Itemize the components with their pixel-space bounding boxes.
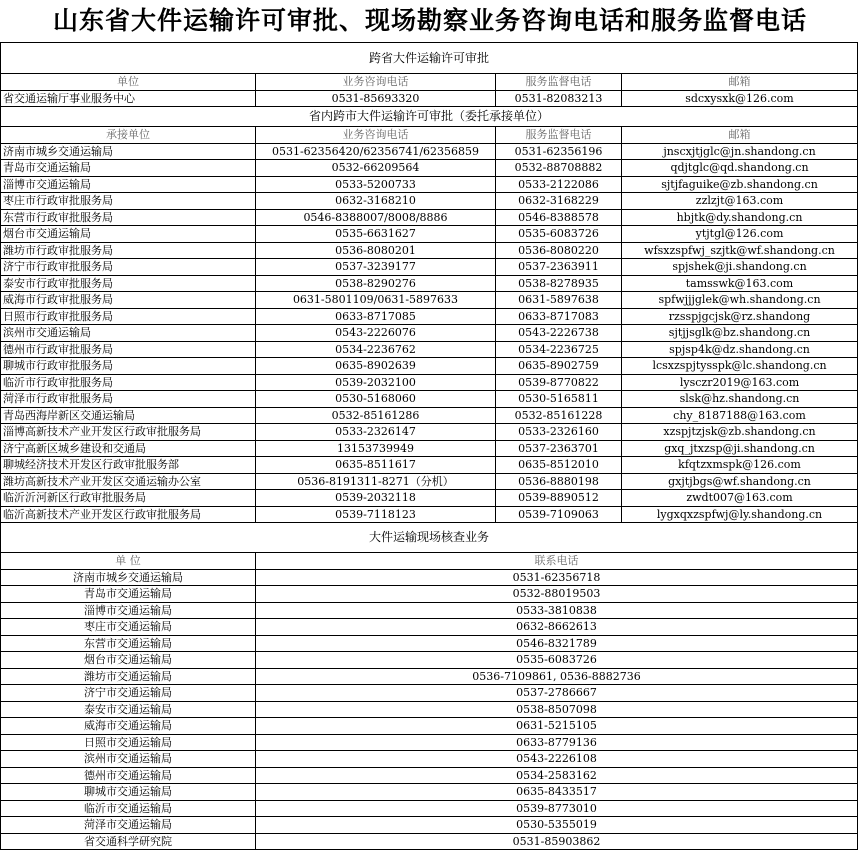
consult-phone-cell: 0546-8388007/8008/8886 bbox=[256, 209, 496, 226]
consult-phone-cell: 0539-7118123 bbox=[256, 506, 496, 523]
table-row bbox=[1, 226, 858, 243]
consult-phone-cell: 0631-5801109/0631-5897633 bbox=[256, 292, 496, 309]
unit-cell: 滨州市交通运输局 bbox=[1, 325, 256, 342]
table-row bbox=[1, 160, 858, 177]
unit-cell: 临沂沂河新区行政审批服务局 bbox=[1, 490, 256, 507]
email-cell: sjtjjsglk@bz.shandong.cn bbox=[622, 325, 858, 342]
table-row bbox=[1, 325, 858, 342]
email-cell: jnscxjtjglc@jn.shandong.cn bbox=[622, 143, 858, 160]
supervise-phone-cell: 0530-5165811 bbox=[496, 391, 622, 408]
supervise-phone-cell: 0535-6083726 bbox=[496, 226, 622, 243]
unit-cell: 临沂市行政审批服务局 bbox=[1, 374, 256, 391]
supervise-phone-cell: 0531-62356196 bbox=[496, 143, 622, 160]
page-title: 山东省大件运输许可审批、现场勘察业务咨询电话和服务监督电话 bbox=[52, 6, 807, 35]
unit-cell: 聊城市交通运输局 bbox=[1, 784, 256, 801]
unit-cell: 菏泽市交通运输局 bbox=[1, 817, 256, 834]
contact-phone-cell: 0631-5215105 bbox=[256, 718, 858, 735]
unit-cell: 潍坊市交通运输局 bbox=[1, 668, 256, 685]
table-row bbox=[1, 800, 858, 817]
email-cell: sdcxysxk@126.com bbox=[622, 90, 858, 107]
unit-cell: 青岛西海岸新区交通运输局 bbox=[1, 407, 256, 424]
table-row bbox=[1, 734, 858, 751]
table-row bbox=[1, 652, 858, 669]
unit-cell: 日照市行政审批服务局 bbox=[1, 308, 256, 325]
email-cell: zwdt007@163.com bbox=[622, 490, 858, 507]
supervise-phone-cell: 0531-82083213 bbox=[496, 90, 622, 107]
email-cell: qdjtglc@qd.shandong.cn bbox=[622, 160, 858, 177]
unit-cell: 淄博市交通运输局 bbox=[1, 602, 256, 619]
unit-cell: 济宁市交通运输局 bbox=[1, 685, 256, 702]
table-row bbox=[1, 569, 858, 586]
email-cell: wfsxzspfwj_szjtk@wf.shandong.cn bbox=[622, 242, 858, 259]
table-row bbox=[1, 193, 858, 210]
unit-cell: 东营市交通运输局 bbox=[1, 635, 256, 652]
contact-phone-cell: 0532-88019503 bbox=[256, 586, 858, 603]
supervise-phone-cell: 0538-8278935 bbox=[496, 275, 622, 292]
table-row bbox=[1, 668, 858, 685]
contact-phone-cell: 0539-8773010 bbox=[256, 800, 858, 817]
email-cell: tamsswk@163.com bbox=[622, 275, 858, 292]
email-cell: spjsp4k@dz.shandong.cn bbox=[622, 341, 858, 358]
consult-phone-cell: 0533-5200733 bbox=[256, 176, 496, 193]
unit-cell: 烟台市交通运输局 bbox=[1, 652, 256, 669]
unit-cell: 德州市行政审批服务局 bbox=[1, 341, 256, 358]
consult-phone-cell: 0532-66209564 bbox=[256, 160, 496, 177]
section-heading: 跨省大件运输许可审批 bbox=[1, 43, 858, 74]
table-row bbox=[1, 374, 858, 391]
table-row bbox=[1, 292, 858, 309]
table-row bbox=[1, 817, 858, 834]
table-row bbox=[1, 685, 858, 702]
section-heading-row bbox=[1, 43, 858, 74]
table-row bbox=[1, 176, 858, 193]
contact-phone-cell: 0530-5355019 bbox=[256, 817, 858, 834]
email-header: 邮箱 bbox=[622, 74, 858, 91]
email-cell: chy_8187188@163.com bbox=[622, 407, 858, 424]
email-cell: rzsspjgcjsk@rz.shandong bbox=[622, 308, 858, 325]
table-row bbox=[1, 275, 858, 292]
contact-phone-cell: 0543-2226108 bbox=[256, 751, 858, 768]
email-cell: lysczr2019@163.com bbox=[622, 374, 858, 391]
email-header: 邮箱 bbox=[622, 127, 858, 144]
table-row bbox=[1, 602, 858, 619]
consult-phone-cell: 0536-8191311-8271（分机） bbox=[256, 473, 496, 490]
unit-cell: 济南市城乡交通运输局 bbox=[1, 569, 256, 586]
table-row bbox=[1, 457, 858, 474]
table-row bbox=[1, 407, 858, 424]
contact-phone-cell: 0535-6083726 bbox=[256, 652, 858, 669]
supervise-phone-cell: 0635-8902759 bbox=[496, 358, 622, 375]
email-cell: gxjtjbgs@wf.shandong.cn bbox=[622, 473, 858, 490]
consult-phone-cell: 0537-3239177 bbox=[256, 259, 496, 276]
email-cell: gxq_jtxzsp@ji.shandong.cn bbox=[622, 440, 858, 457]
unit-cell: 泰安市交通运输局 bbox=[1, 701, 256, 718]
contact-phone-cell: 0538-8507098 bbox=[256, 701, 858, 718]
consult-phone-cell: 0530-5168060 bbox=[256, 391, 496, 408]
table-row bbox=[1, 259, 858, 276]
email-cell: spfwjjjglek@wh.shandong.cn bbox=[622, 292, 858, 309]
consult-phone-cell: 0539-2032118 bbox=[256, 490, 496, 507]
unit-cell: 德州市交通运输局 bbox=[1, 767, 256, 784]
table-row bbox=[1, 701, 858, 718]
unit-cell: 青岛市交通运输局 bbox=[1, 586, 256, 603]
supervise-phone-cell: 0536-8080220 bbox=[496, 242, 622, 259]
unit-cell: 临沂市交通运输局 bbox=[1, 800, 256, 817]
table-row bbox=[1, 90, 858, 107]
supervise-phone-cell: 0539-7109063 bbox=[496, 506, 622, 523]
unit-cell: 聊城经济技术开发区行政审批服务部 bbox=[1, 457, 256, 474]
consult-phone-header: 业务咨询电话 bbox=[256, 74, 496, 91]
column-header-row bbox=[1, 553, 858, 570]
consult-phone-cell: 0531-85693320 bbox=[256, 90, 496, 107]
unit-cell: 菏泽市行政审批服务局 bbox=[1, 391, 256, 408]
consult-phone-cell: 0632-3168210 bbox=[256, 193, 496, 210]
contact-phone-cell: 0635-8433517 bbox=[256, 784, 858, 801]
consult-phone-cell: 0532-85161286 bbox=[256, 407, 496, 424]
table-row bbox=[1, 635, 858, 652]
unit-cell: 潍坊市行政审批服务局 bbox=[1, 242, 256, 259]
email-cell: ytjtgl@126.com bbox=[622, 226, 858, 243]
table-row bbox=[1, 619, 858, 636]
table-row bbox=[1, 358, 858, 375]
unit-cell: 淄博市交通运输局 bbox=[1, 176, 256, 193]
supervise-phone-cell: 0632-3168229 bbox=[496, 193, 622, 210]
supervise-phone-header: 服务监督电话 bbox=[496, 127, 622, 144]
consult-phone-header: 业务咨询电话 bbox=[256, 127, 496, 144]
consult-phone-cell: 0536-8080201 bbox=[256, 242, 496, 259]
email-cell: kfqtzxmspk@126.com bbox=[622, 457, 858, 474]
email-cell: lcsxzspjtysspk@lc.shandong.cn bbox=[622, 358, 858, 375]
unit-header: 单 位 bbox=[1, 553, 256, 570]
supervise-phone-header: 服务监督电话 bbox=[496, 74, 622, 91]
unit-cell: 省交通运输厅事业服务中心 bbox=[1, 90, 256, 107]
supervise-phone-cell: 0537-2363701 bbox=[496, 440, 622, 457]
consult-phone-cell: 0538-8290276 bbox=[256, 275, 496, 292]
unit-cell: 东营市行政审批服务局 bbox=[1, 209, 256, 226]
supervise-phone-cell: 0533-2122086 bbox=[496, 176, 622, 193]
table-row bbox=[1, 391, 858, 408]
supervise-phone-cell: 0546-8388578 bbox=[496, 209, 622, 226]
email-cell: sjtjfaguike@zb.shandong.cn bbox=[622, 176, 858, 193]
unit-cell: 枣庄市交通运输局 bbox=[1, 619, 256, 636]
table-row bbox=[1, 341, 858, 358]
consult-phone-cell: 0543-2226076 bbox=[256, 325, 496, 342]
unit-cell: 聊城市行政审批服务局 bbox=[1, 358, 256, 375]
unit-cell: 济宁高新区城乡建设和交通局 bbox=[1, 440, 256, 457]
contact-phone-cell: 0531-62356718 bbox=[256, 569, 858, 586]
email-cell: lygxqxzspfwj@ly.shandong.cn bbox=[622, 506, 858, 523]
unit-cell: 枣庄市行政审批服务局 bbox=[1, 193, 256, 210]
section-heading-row bbox=[1, 523, 858, 553]
unit-cell: 烟台市交通运输局 bbox=[1, 226, 256, 243]
unit-cell: 省交通科学研究院 bbox=[1, 833, 256, 850]
consult-phone-cell: 0539-2032100 bbox=[256, 374, 496, 391]
unit-header: 单位 bbox=[1, 74, 256, 91]
supervise-phone-cell: 0539-8890512 bbox=[496, 490, 622, 507]
table-row bbox=[1, 143, 858, 160]
contact-phone-cell: 0533-3810838 bbox=[256, 602, 858, 619]
table-row bbox=[1, 473, 858, 490]
supervise-phone-cell: 0633-8717083 bbox=[496, 308, 622, 325]
unit-cell: 滨州市交通运输局 bbox=[1, 751, 256, 768]
supervise-phone-cell: 0532-85161228 bbox=[496, 407, 622, 424]
supervise-phone-cell: 0537-2363911 bbox=[496, 259, 622, 276]
supervise-phone-cell: 0536-8880198 bbox=[496, 473, 622, 490]
column-header-row bbox=[1, 127, 858, 144]
column-header-row bbox=[1, 74, 858, 91]
supervise-phone-cell: 0534-2236725 bbox=[496, 341, 622, 358]
consult-phone-cell: 0535-6631627 bbox=[256, 226, 496, 243]
contact-phone-cell: 0537-2786667 bbox=[256, 685, 858, 702]
table-row bbox=[1, 767, 858, 784]
section-heading: 大件运输现场核查业务 bbox=[1, 523, 858, 553]
section-heading-row bbox=[1, 107, 858, 127]
supervise-phone-cell: 0533-2326160 bbox=[496, 424, 622, 441]
table-row bbox=[1, 308, 858, 325]
contact-phone-cell: 0531-85903862 bbox=[256, 833, 858, 850]
supervise-phone-cell: 0532-88708882 bbox=[496, 160, 622, 177]
email-cell: hbjtk@dy.shandong.cn bbox=[622, 209, 858, 226]
consult-phone-cell: 0533-2326147 bbox=[256, 424, 496, 441]
unit-cell: 济宁市行政审批服务局 bbox=[1, 259, 256, 276]
unit-header: 承接单位 bbox=[1, 127, 256, 144]
section-heading: 省内跨市大件运输许可审批（委托承接单位） bbox=[1, 107, 858, 127]
table-row bbox=[1, 833, 858, 850]
table-row bbox=[1, 751, 858, 768]
contact-phone-cell: 0633-8779136 bbox=[256, 734, 858, 751]
consult-phone-cell: 0633-8717085 bbox=[256, 308, 496, 325]
unit-cell: 日照市交通运输局 bbox=[1, 734, 256, 751]
contact-phone-cell: 0534-2583162 bbox=[256, 767, 858, 784]
contact-phone-cell: 0546-8321789 bbox=[256, 635, 858, 652]
supervise-phone-cell: 0543-2226738 bbox=[496, 325, 622, 342]
table-row bbox=[1, 586, 858, 603]
table-row bbox=[1, 440, 858, 457]
table-row bbox=[1, 490, 858, 507]
email-cell: spjshek@ji.shandong.cn bbox=[622, 259, 858, 276]
unit-cell: 淄博高新技术产业开发区行政审批服务局 bbox=[1, 424, 256, 441]
email-cell: zzlzjt@163.com bbox=[622, 193, 858, 210]
consult-phone-cell: 0531-62356420/62356741/62356859 bbox=[256, 143, 496, 160]
contact-phone-header: 联系电话 bbox=[256, 553, 858, 570]
contact-table bbox=[0, 42, 858, 850]
table-row bbox=[1, 784, 858, 801]
contact-phone-cell: 0632-8662613 bbox=[256, 619, 858, 636]
email-cell: slsk@hz.shandong.cn bbox=[622, 391, 858, 408]
unit-cell: 泰安市行政审批服务局 bbox=[1, 275, 256, 292]
supervise-phone-cell: 0635-8512010 bbox=[496, 457, 622, 474]
contact-phone-cell: 0536-7109861, 0536-8882736 bbox=[256, 668, 858, 685]
email-cell: xzspjtzjsk@zb.shandong.cn bbox=[622, 424, 858, 441]
consult-phone-cell: 0635-8902639 bbox=[256, 358, 496, 375]
table-row bbox=[1, 209, 858, 226]
unit-cell: 青岛市交通运输局 bbox=[1, 160, 256, 177]
table-row bbox=[1, 242, 858, 259]
unit-cell: 威海市交通运输局 bbox=[1, 718, 256, 735]
unit-cell: 临沂高新技术产业开发区行政审批服务局 bbox=[1, 506, 256, 523]
consult-phone-cell: 13153739949 bbox=[256, 440, 496, 457]
supervise-phone-cell: 0631-5897638 bbox=[496, 292, 622, 309]
unit-cell: 威海市行政审批服务局 bbox=[1, 292, 256, 309]
consult-phone-cell: 0635-8511617 bbox=[256, 457, 496, 474]
table-row bbox=[1, 424, 858, 441]
supervise-phone-cell: 0539-8770822 bbox=[496, 374, 622, 391]
unit-cell: 潍坊高新技术产业开发区交通运输办公室 bbox=[1, 473, 256, 490]
table-row bbox=[1, 506, 858, 523]
table-row bbox=[1, 718, 858, 735]
unit-cell: 济南市城乡交通运输局 bbox=[1, 143, 256, 160]
contact-table-body bbox=[1, 43, 858, 850]
consult-phone-cell: 0534-2236762 bbox=[256, 341, 496, 358]
